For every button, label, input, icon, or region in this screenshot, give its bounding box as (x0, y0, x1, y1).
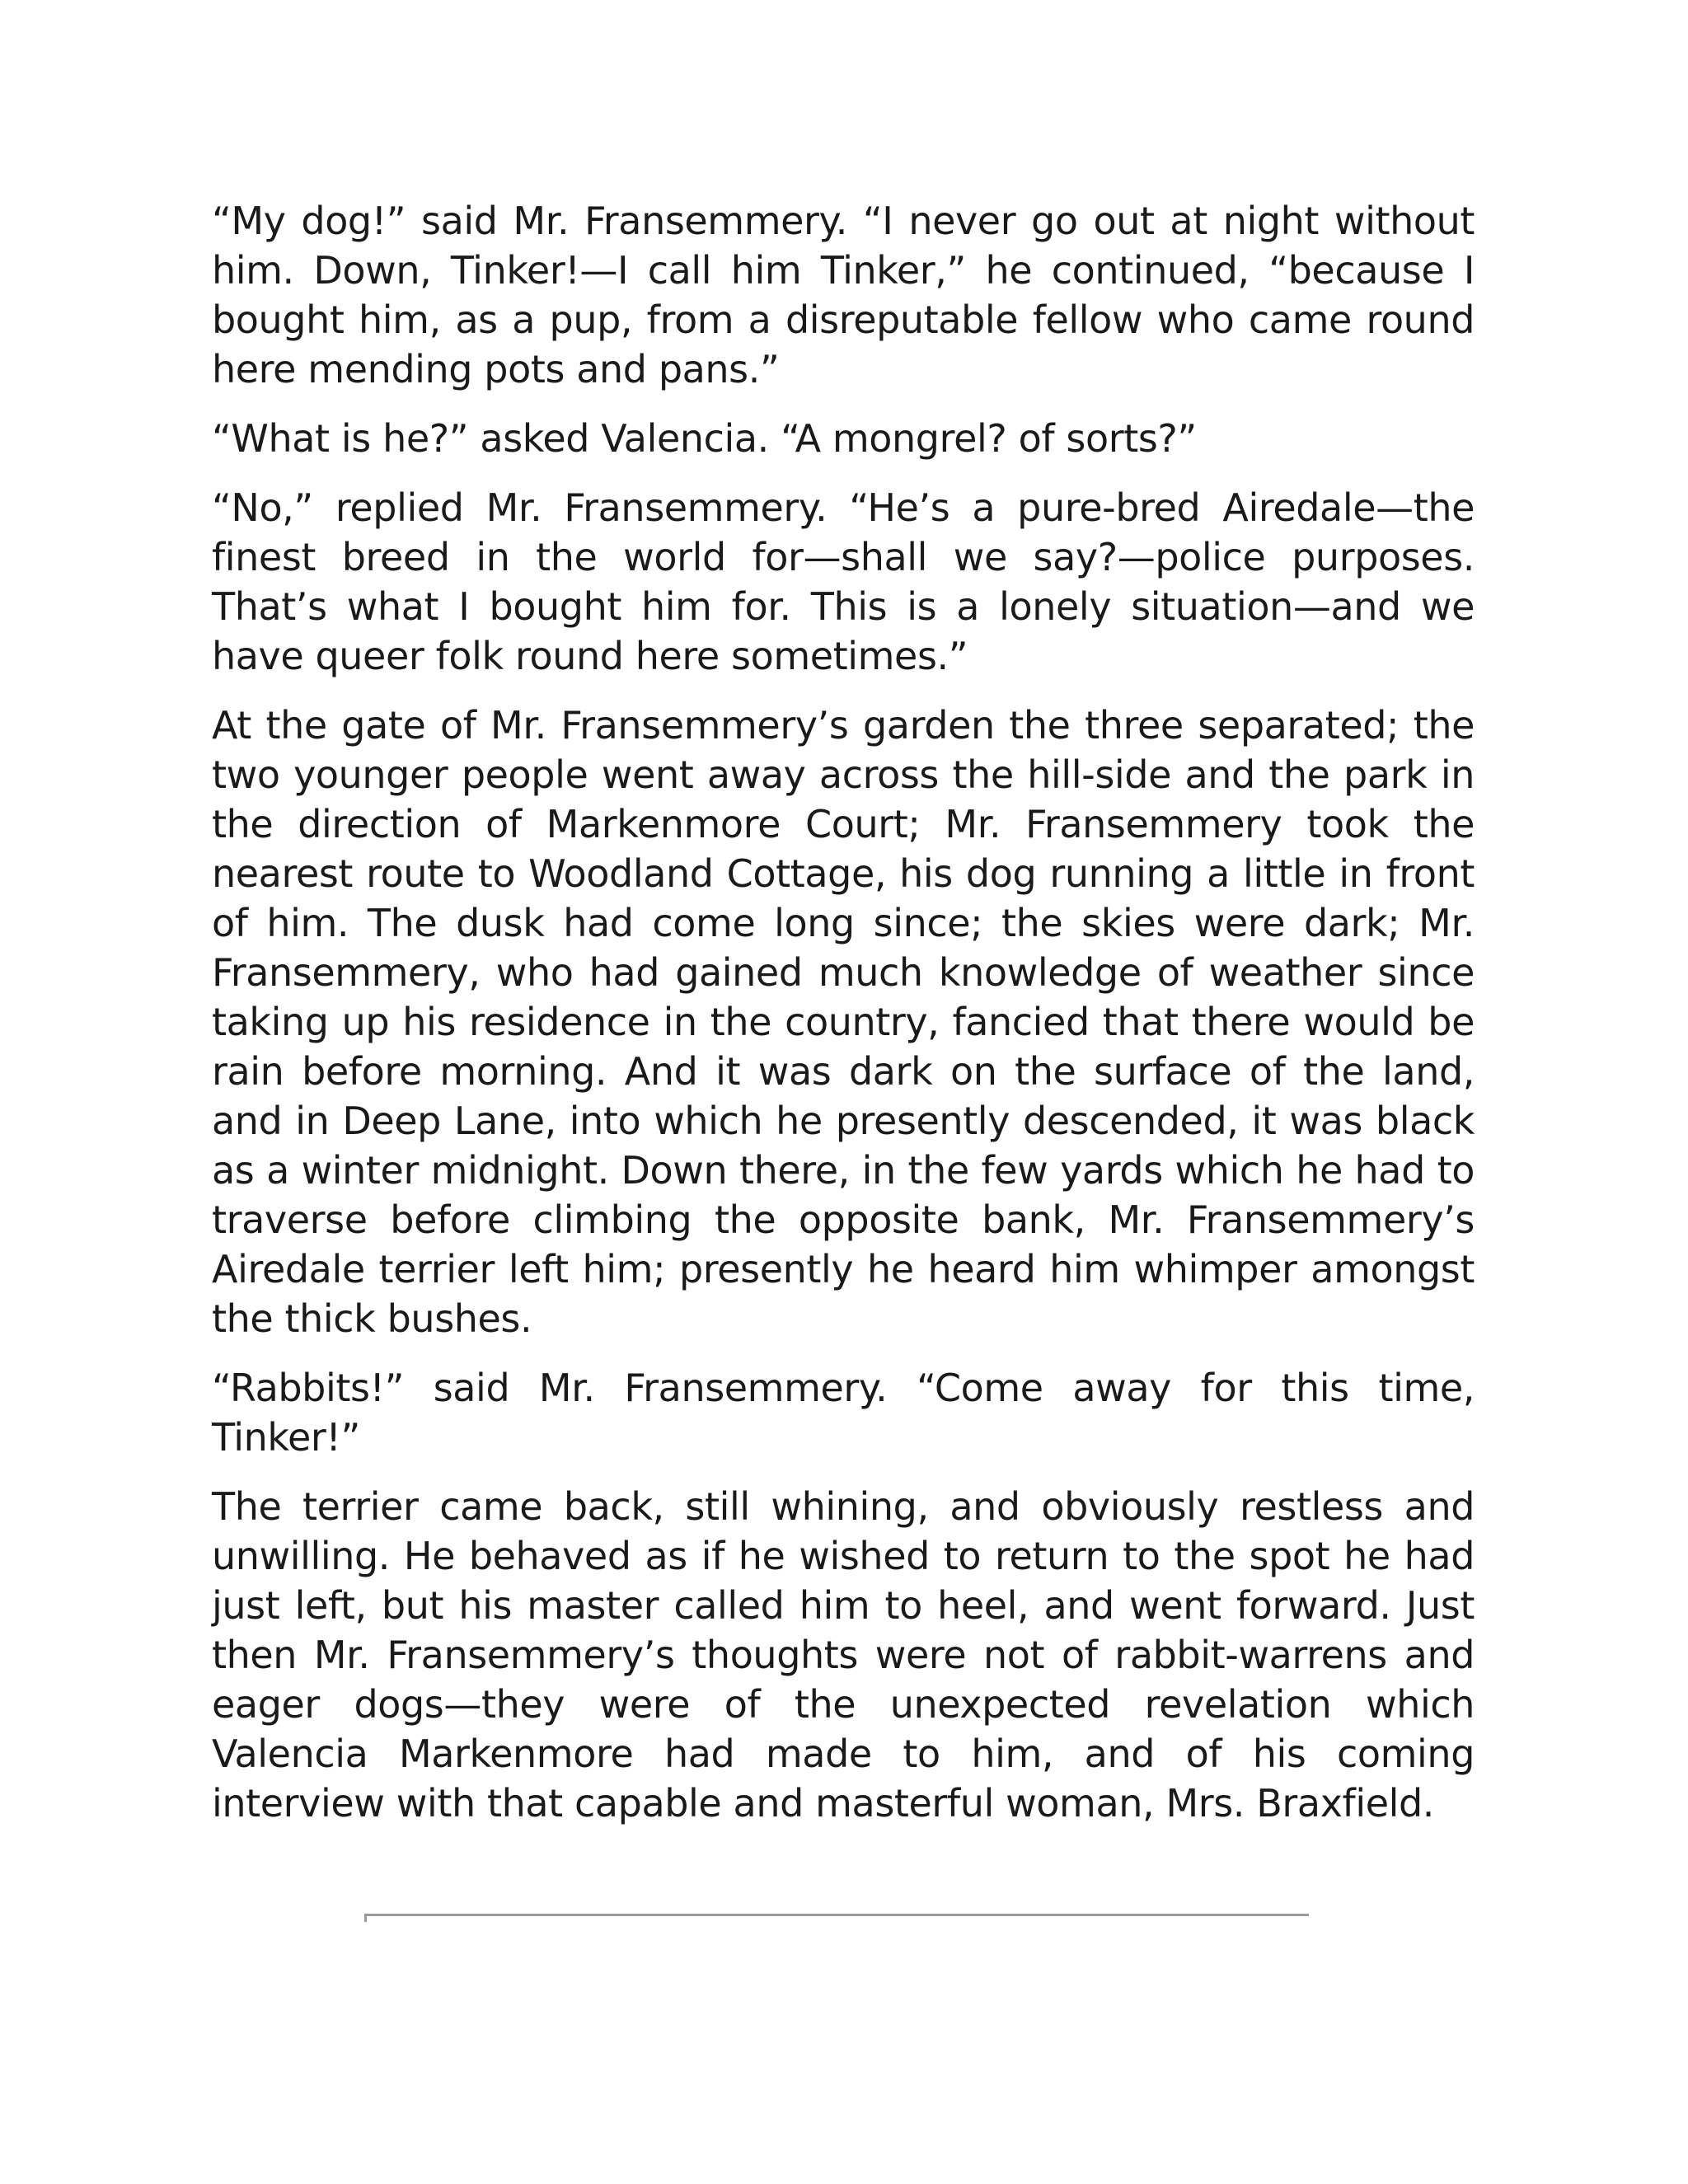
body-text (212, 196, 1475, 1828)
paragraph: “Rabbits!” said Mr. Fransemmery. “Come away for this time, Tinker!” (212, 1366, 1475, 1460)
paragraph: “What is he?” asked Valencia. “A mongrel? of sorts?” (212, 416, 1197, 461)
paragraph: “No,” replied Mr. Fransemmery. “He’s a pure-bred Airedale—the finest breed in the world for—shall we say?—police purposes. That’s what I bought him for. This is a lonely situation—and we have queer folk round here sometimes.” (212, 485, 1475, 678)
section-divider-cap (364, 1914, 367, 1922)
paragraph: “My dog!” said Mr. Fransemmery. “I never go out at night without him. Down, Tinker!—I call him Tinker,” he continued, “because I bought him, as a pup, from a disreputable fellow who came round here mending pots and pans.” (212, 199, 1475, 391)
paragraph: At the gate of Mr. Fransemmery’s garden the three separated; the two younger people went away across the hill-side and the park in the direction of Markenmore Court; Mr. Fransemmery took the nearest route to Woodland Cottage, his dog running a little in front of him. The dusk had come long since; the skies were dark; Mr. Fransemmery, who had gained much knowledge of weather since taking up his residence in the country, fancied that there would be rain before morning. And it was dark on the surface of the land, and in Deep Lane, into which he presently descended, it was black as a winter midnight. Down there, in the few yards which he had to traverse before climbing the opposite bank, Mr. Fransemmery’s Airedale terrier left him; presently he heard him whimper amongst the thick bushes. (212, 703, 1475, 1341)
section-divider (364, 1914, 1309, 1916)
paragraph: The terrier came back, still whining, and obviously restless and unwilling. He behaved as if he wished to return to the spot he had just left, but his master called him to heel, and went forward. Just then Mr. Fransemmery’s thoughts were not of rabbit-warrens and eager dogs—they were of the unexpected revelation which Valencia Markenmore had made to him, and of his coming interview with that capable and masterful woman, Mrs. Braxfield. (212, 1484, 1475, 1825)
